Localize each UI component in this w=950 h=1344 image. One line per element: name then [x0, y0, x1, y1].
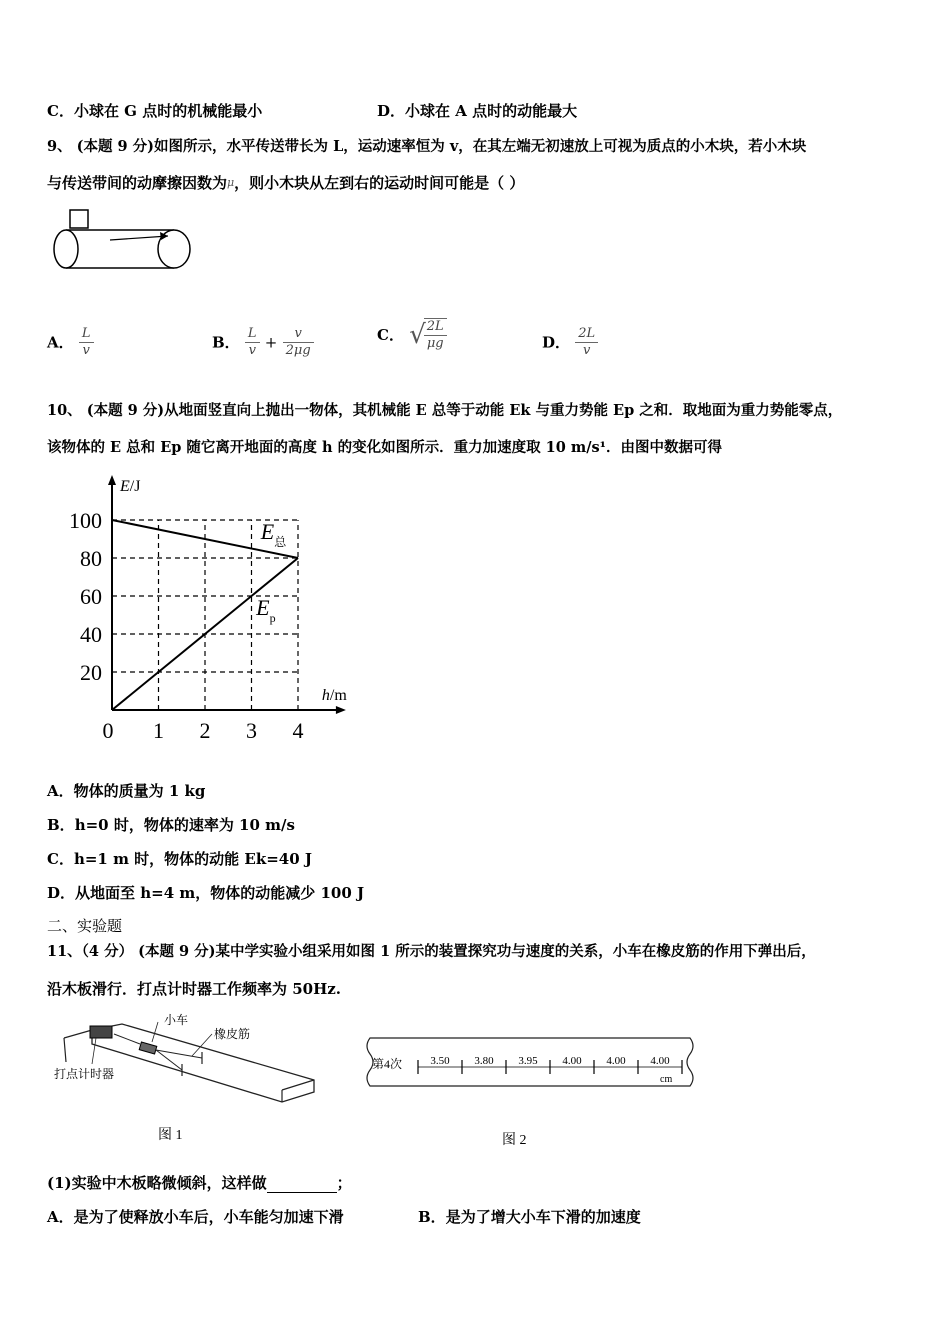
wooden-block [70, 210, 88, 228]
q8-option-c: C．小球在 G 点时的机械能最小 [47, 102, 263, 120]
tape-segment-value: 4.00 [650, 1055, 670, 1067]
x-tick-label: 0 [102, 718, 114, 743]
q11-option-b: B．是为了增大小车下滑的加速度 [418, 1208, 641, 1226]
y-axis-arrow-icon [108, 475, 116, 485]
motion-arrow-icon [110, 236, 168, 240]
q9-option-c: C． √ $\frac{2L}{\mu g}$ [377, 318, 447, 352]
q11-stem-line1: 11、（4 分） (本题 9 分)某中学实验小组采用如图 1 所示的装置探究功与速度的关系，小车在橡皮筋的作用下弹出后， [47, 943, 816, 960]
y-tick-label: 20 [80, 660, 102, 685]
band-label: 橡皮筋 [214, 1027, 251, 1041]
y-tick-label: 100 [69, 508, 102, 533]
incline-board [92, 1024, 314, 1102]
tape-segment-value: 3.50 [430, 1055, 450, 1067]
y-tick-label: 40 [80, 622, 102, 647]
q10-option-c: C．h=1 m 时，物体的动能 Ek=40 J [47, 850, 312, 868]
q9-stem-line2: 与传送带间的动摩擦因数为$^\mu$，则小木块从左到右的运动时间可能是（ ） [47, 174, 525, 192]
figure-1-caption: 图 1 [158, 1128, 183, 1143]
x-tick-label: 2 [199, 718, 211, 743]
y-tick-label: 60 [80, 584, 102, 609]
x-axis-label: h/m [321, 687, 347, 704]
energy-height-chart [60, 470, 380, 745]
q10-stem-line1: 10、 (本题 9 分)从地面竖直向上抛出一物体，其机械能 E 总等于动能 Ek 与重力势能 Ep 之和．取地面为重力势能零点， [47, 402, 843, 419]
tape-segment-value: 4.00 [562, 1055, 582, 1067]
conveyor-belt-figure [50, 208, 198, 272]
figure-1-apparatus [52, 1012, 327, 1147]
q10-option-d: D．从地面至 h=4 m，物体的动能减少 100 J [47, 884, 365, 902]
q11-option-a: A．是为了使释放小车后，小车能匀加速下滑 [47, 1208, 344, 1226]
x-tick-label: 3 [246, 718, 257, 743]
tape-segment-value: 4.00 [606, 1055, 626, 1067]
x-tick-label: 4 [292, 718, 304, 743]
q9-option-b: B． $\frac{L}{v}$ + $\frac{v}{2\mu g}$ [212, 326, 314, 359]
y-tick-label: 80 [80, 546, 102, 571]
left-pulley [54, 230, 78, 268]
series-label-ep: $E_p$ [256, 595, 276, 625]
y-axis-label: E/J [120, 478, 141, 495]
tape-segment-value: 3.95 [518, 1055, 538, 1067]
cart-label: 小车 [164, 1013, 189, 1027]
tape-row-label: 第4次 [372, 1057, 403, 1071]
q8-option-d: D．小球在 A 点时的动能最大 [377, 102, 578, 120]
timer-device [90, 1026, 112, 1038]
series-label-e-total: $E_总$ [260, 519, 287, 549]
q9-option-d: D． $\frac{2L}{v}$ [542, 326, 598, 359]
q11-stem-line2: 沿木板滑行．打点计时器工作频率为 50Hz. [47, 980, 342, 998]
q9-stem-line1: 9、 (本题 9 分)如图所示，水平传送带长为 L，运动速率恒为 v，在其左端无初速放上可视为质点的小木块，若小木块 [47, 138, 807, 155]
q10-option-a: A．物体的质量为 1 kg [47, 782, 206, 800]
tape-unit: cm [660, 1074, 673, 1085]
q11-sub1: (1)实验中木板略微倾斜，这样做 ； [47, 1174, 352, 1192]
x-axis-arrow-icon [336, 706, 346, 714]
figure-2-caption: 图 2 [502, 1133, 527, 1148]
figure-2-tape [360, 1030, 705, 1155]
q10-option-b: B．h=0 时，物体的速率为 10 m/s [47, 816, 295, 834]
answer-blank[interactable] [267, 1178, 337, 1193]
q9-option-a: A． $\frac{L}{v}$ [47, 326, 94, 359]
timer-label: 打点计时器 [54, 1067, 115, 1081]
x-tick-label: 1 [153, 718, 164, 743]
tape-segment-value: 3.80 [474, 1055, 494, 1067]
section-title: 二、实验题 [47, 917, 123, 935]
q10-stem-line2: 该物体的 E 总和 Ep 随它离开地面的高度 h 的变化如图所示．重力加速度取 10 m/s¹．由图中数据可得 [47, 439, 722, 456]
